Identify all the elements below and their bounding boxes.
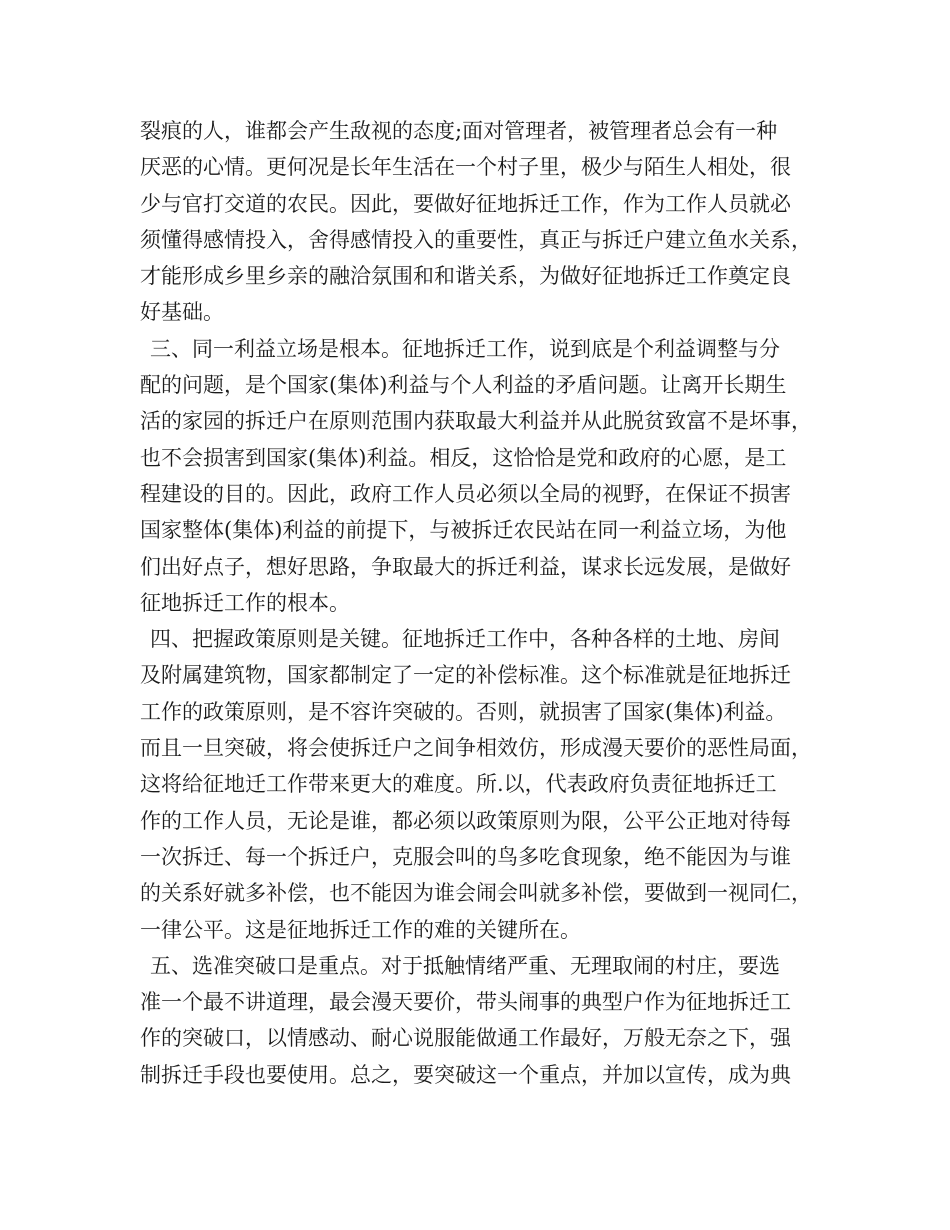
paragraph-section-three [140, 331, 830, 621]
text-line: 好基础。 [140, 300, 224, 325]
text-line: 作的工作人员，无论是谁，都必须以政策原则为限，公平公正地对待每 [140, 808, 791, 833]
text-line: 这将给征地迁工作带来更大的难度。所.以，代表政府负责征地拆迁工 [140, 772, 777, 797]
paragraph-section-five [140, 948, 830, 1093]
section-heading-line: 四、把握政策原则是关键。征地拆迁工作中，各种各样的土地、房间 [150, 627, 780, 652]
text-line: 一律公平。这是征地拆迁工作的难的关键所在。 [140, 917, 581, 942]
text-line: 一次拆迁、每一个拆迁户，克服会叫的鸟多吃食现象，绝不能因为与谁 [140, 844, 791, 869]
text-line: 而且一旦突破，将会使拆迁户之间争相效仿，形成漫天要价的恶性局面， [140, 736, 812, 761]
text-line: 少与官打交道的农民。因此，要做好征地拆迁工作，作为工作人员就必 [140, 191, 791, 216]
document-body [140, 113, 830, 1093]
text-line: 制拆迁手段也要使用。总之，要突破这一个重点，并加以宣传，成为典 [140, 1062, 791, 1087]
section-heading-line: 三、同一利益立场是根本。征地拆迁工作，说到底是个利益调整与分 [150, 336, 780, 361]
text-line: 厌恶的心情。更何况是长年生活在一个村子里，极少与陌生人相处，很 [140, 155, 791, 180]
text-line: 征地拆迁工作的根本。 [140, 590, 350, 615]
text-line: 及附属建筑物，国家都制定了一定的补偿标准。这个标准就是征地拆迁 [140, 663, 791, 688]
section-heading-line: 五、选准突破口是重点。对于抵触情绪严重、无理取闹的村庄，要选 [150, 953, 780, 978]
text-line: 的关系好就多补偿，也不能因为谁会闹会叫就多补偿，要做到一视同仁， [140, 881, 812, 906]
text-line: 准一个最不讲道理，最会漫天要价，带头闹事的典型户作为征地拆迁工 [140, 990, 791, 1015]
text-line: 须懂得感情投入，舍得感情投入的重要性，真正与拆迁户建立鱼水关系， [140, 227, 812, 252]
text-line: 们出好点子，想好思路，争取最大的拆迁利益，谋求长远发展，是做好 [140, 554, 791, 579]
text-line: 也不会损害到国家(集体)利益。相反，这恰恰是党和政府的心愿，是工 [140, 445, 787, 470]
text-line: 配的问题，是个国家(集体)利益与个人利益的矛盾问题。让离开长期生 [140, 373, 787, 398]
text-line: 活的家园的拆迁户在原则范围内获取最大利益并从此脱贫致富不是坏事， [140, 409, 812, 434]
paragraph-section-four [140, 621, 830, 948]
text-line: 裂痕的人，谁都会产生敌视的态度;面对管理者，被管理者总会有一种 [140, 119, 778, 143]
text-line: 才能形成乡里乡亲的融洽氛围和和谐关系，为做好征地拆迁工作奠定良 [140, 264, 791, 289]
text-line: 国家整体(集体)利益的前提下，与被拆迁农民站在同一利益立场，为他 [140, 518, 787, 543]
text-line: 作的突破口，以情感动、耐心说服能做通工作最好，万般无奈之下，强 [140, 1026, 791, 1051]
text-line: 工作的政策原则，是不容许突破的。否则，就损害了国家(集体)利益。 [140, 699, 787, 724]
paragraph-continued [140, 113, 830, 331]
text-line: 程建设的目的。因此，政府工作人员必须以全局的视野，在保证不损害 [140, 481, 791, 506]
